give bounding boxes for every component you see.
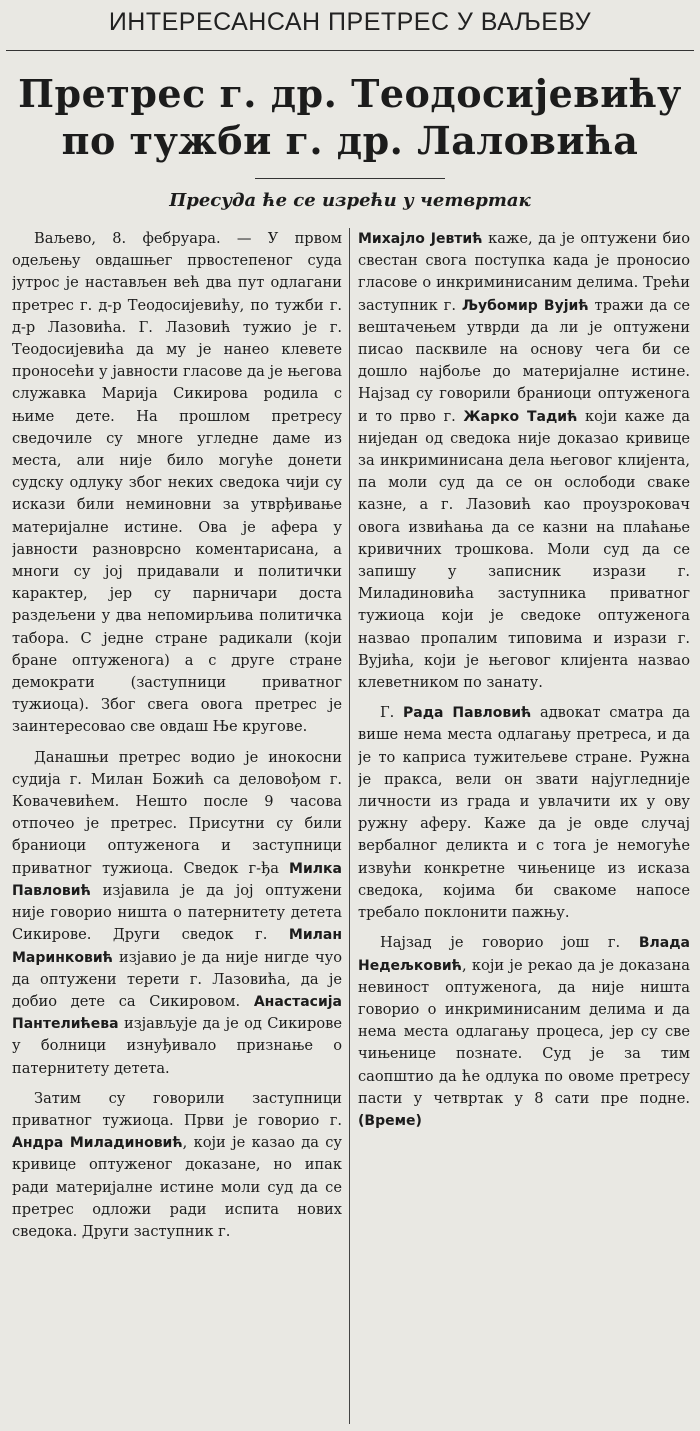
person-name: Анастасија Пантелићева	[12, 993, 342, 1033]
text: , који је казао да су кривице оптуженог доказане, но ипак ради материјалне истине моли суд да се претрес одложи ради испита нових сведока. Други заступник г.	[12, 1134, 342, 1240]
paragraph-1: Ваљево, 8. фебруара. — У првом одељењу овдашњег првостепеног суда јутрос је настављен већ два пут одлагани претрес г. д-р Теодосијевићу, по тужби г. д-р Лазовића. Г. Лазовић тужио је г. Теодосијевића да му је нанео клевете проносећи у јавности гласове да је његова служавка Марија Сикирова родила с њиме дете. На прошлом претресу сведочиле су многе угледне даме из места, али није било могуће донети судску одлуку због неких сведока чији су искази били неминовни за утврђивање материјалне истине. Ова је афера у јавности разноврсно коментарисана, а многи су јој придавали и политички карактер, јер су парничари доста раздељени у два непомирљива политичка табора. С једне стране радикали (који бране оптуженога) а с друге стране демократи (заступници приватног тужиоца). Због свега овога претрес је заинтересовао све овдаш Ње кругове.	[12, 230, 342, 736]
headline-line-2: по тужби г. др. Лаловића	[61, 118, 639, 163]
text: Данашњи претрес водио је инокосни судија г. Милан Божић са деловођом г. Ковачевићем. Нешто после 9 часова отпочео је претрес. Присутни су били браниоци оптуженога и заступници приватног тужиоца. Сведок г-ђа	[12, 748, 342, 877]
source-credit: (Време)	[358, 1112, 422, 1129]
text: адвокат сматра да више нема места одлагању претреса, и да је то каприса тужитељеве стране. Ружна је пракса, вели он звати најугледније личности из града и увлачити их у ову ружну аферу. Каже да је овде случај вербалног деликта и с тога је немогуће извући конкретне чињенице из исказа сведока, којима би свакоме напосе требало поклонити пажњу.	[358, 704, 690, 922]
person-name: Михајло Јевтић	[358, 231, 483, 247]
headline-rule	[255, 178, 445, 179]
paragraph-4	[358, 702, 690, 924]
text: Најзад је говорио још г.	[380, 934, 621, 952]
text: каже, да је оптужени био свестан свога поступка када је проносио гласове о инкриминисаним делима. Трећи заступник г.	[358, 230, 690, 314]
text: , који је рекао да је доказана невиност оптуженога, да није ништа говорио о инкриминисаним делима и да нема места одлагању процеса, јер су све чињенице познате. Суд је за тим саопштио да ће одлука по овоме претресу пасти у четвртак у 8 сати пре подне.	[358, 956, 690, 1107]
article-column-right	[358, 228, 690, 1424]
text: тражи да се вештачењем утврди да ли је оптужени писао пасквиле на основу чега би се дошло најбоље до материјалне истине. Најзад су говорили браниоци оптуженога и то прво г.	[358, 296, 690, 425]
person-name: Љубомир Вујић	[461, 297, 589, 314]
person-name: Милка Павловић	[12, 860, 342, 899]
text: Затим су говорили заступници приватног тужиоца. Први је говорио г.	[12, 1089, 342, 1129]
text: изјавио је да није нигде чуо да оптужени терети г. Лазовића, да је добио дете са Сикировом.	[12, 948, 342, 1010]
article-subheadline: Пресуда ће се изрећи у четвртак	[169, 190, 531, 211]
person-name: Рада Павловић	[403, 705, 532, 722]
text: који каже да ниједан од сведока није доказао кривице за инкриминисана дела његовог клијента, па моли суд да се он ослободи сваке казне, а г. Лазовић као проузроковач овога извићања да се казни на плаћање кривичних трошкова. Моли суд да се запишу у записник изрази г. Миладиновића заступника приватног тужиоца који је сведоке оптуженога назвао пропалим типовима и изрази г. Вујића, који је његовог клијента назвао клеветником по занату.	[358, 407, 690, 692]
person-name: Влада Недељковић	[358, 935, 690, 974]
person-name: Милан Маринковић	[12, 927, 342, 966]
column-divider	[349, 228, 350, 1424]
article-column-left	[12, 228, 342, 1424]
text: изјављује да је од Сикирове у болници изнуђивало признање о патернитету детета.	[12, 1015, 342, 1077]
paragraph-3-cont	[358, 228, 690, 694]
text: изјавила је да јој оптужени није говорио ништа о патернитету детета Сикирове. Други сведок г.	[12, 881, 342, 944]
article-kicker: ИНТЕРЕСАНСАН ПРЕТРЕС У ВАЉЕВУ	[108, 8, 592, 36]
article-headline	[0, 70, 700, 164]
paragraph-3-start	[12, 1088, 342, 1243]
headline-line-1: Претрес г. др. Теодосијевићу	[18, 71, 682, 116]
kicker-rule	[6, 50, 694, 51]
paragraph-2	[12, 747, 342, 1080]
person-name: Андра Миладиновић	[12, 1135, 183, 1152]
text: Г.	[380, 704, 395, 722]
paragraph-5	[358, 932, 690, 1132]
person-name: Жарко Тадић	[463, 408, 578, 425]
